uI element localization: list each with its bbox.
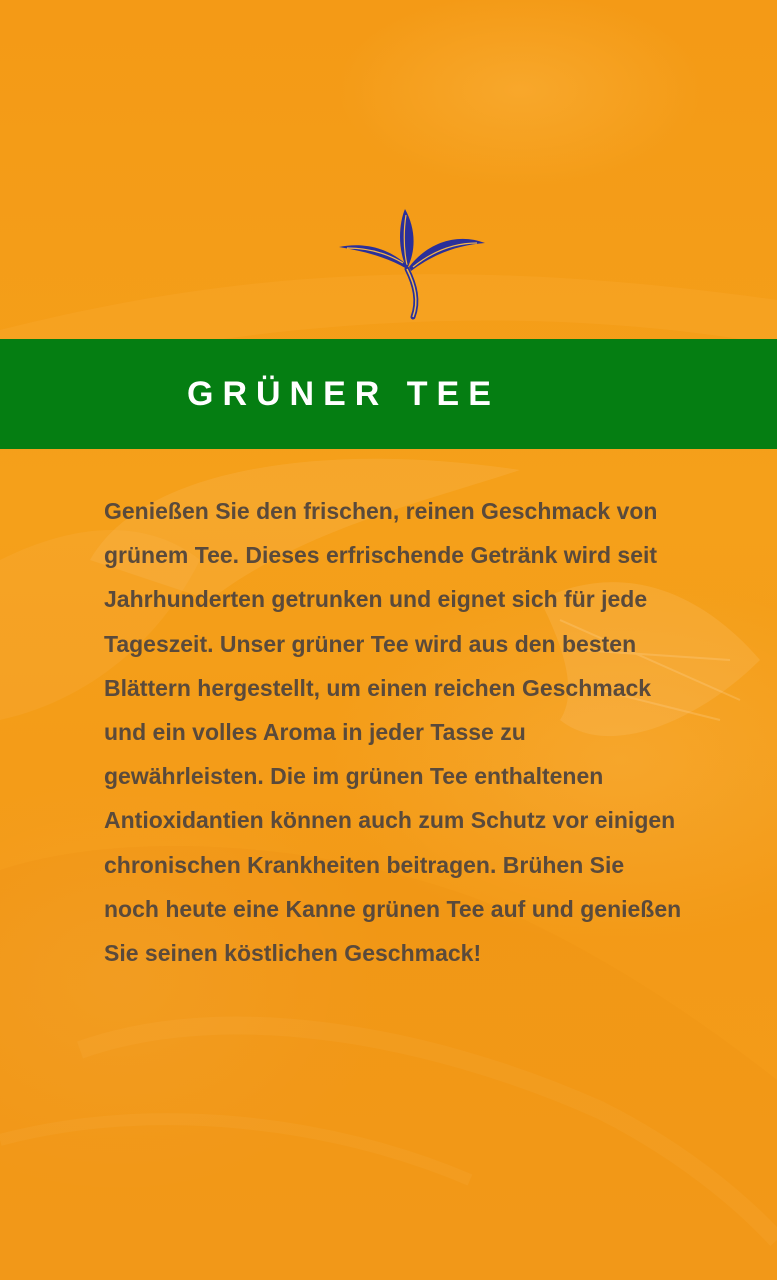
tea-leaf-sprout-icon [333, 205, 489, 323]
description-text: Genießen Sie den frischen, reinen Geschmack von grünem Tee. Dieses erfrischende Getränk wird seit Jahrhunderten getrunken und eignet sich für jede Tageszeit. Unser grüner Tee wird aus den besten Blättern hergestellt, um einen reichen Geschmack und ein volles Aroma in jeder Tasse zu gewährleisten. Die im grünen Tee enthaltenen Antioxidantien können auch zum Schutz vor einigen chronischen Krankheiten beitragen. Brühen Sie noch heute eine Kanne grünen Tee auf und genießen Sie seinen köstlichen Geschmack! [104, 498, 682, 967]
page-title: GRÜNER TEE [187, 375, 500, 413]
